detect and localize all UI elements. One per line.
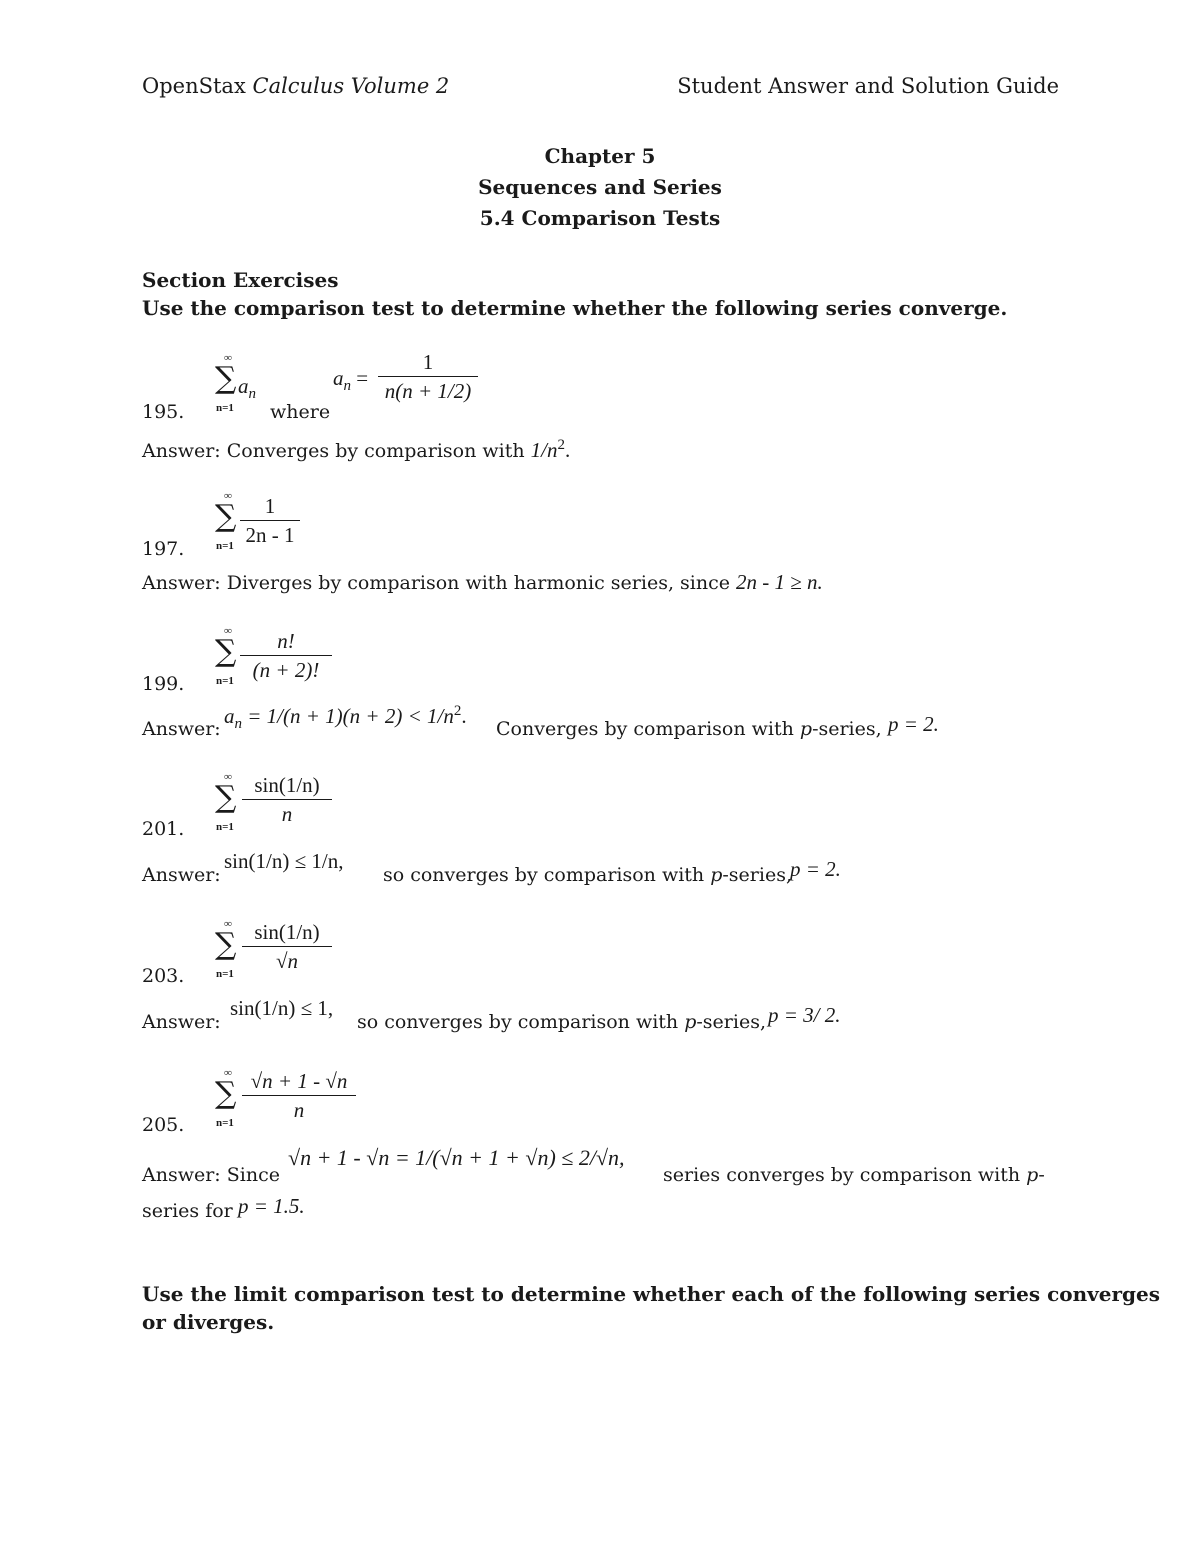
where-label: where [270, 401, 331, 423]
fraction-numerator: 1 [264, 494, 276, 518]
summation-symbol: ∑ [215, 1076, 237, 1111]
p-value: p = 3/ 2. [768, 1003, 841, 1027]
sum-upper-limit: ∞ [224, 918, 232, 930]
sum-upper-limit: ∞ [224, 490, 232, 502]
summation-symbol: ∑ [215, 361, 237, 396]
fraction-bar [242, 1095, 356, 1096]
fraction-denominator: n [281, 802, 293, 826]
sum-lower-limit: n=1 [216, 402, 234, 414]
section-exercises-heading: Section Exercises [142, 268, 339, 292]
section-exercises-instruction: Use the comparison test to determine whether the following series converge. [142, 296, 1008, 320]
exercise-number: 195. [142, 401, 185, 423]
limit-comparison-instruction-continued: or diverges. [142, 1310, 275, 1334]
sum-lower-limit: n=1 [216, 675, 234, 687]
fraction-bar [240, 520, 300, 521]
book-title: Calculus Volume 2 [252, 74, 450, 98]
answer-continuation: series for [142, 1200, 233, 1222]
term-fraction [378, 350, 478, 403]
answer-math: sin(1/n) ≤ 1/n, [224, 849, 344, 873]
answer-math: 2n - 1 ≥ n. [736, 570, 823, 594]
fraction-bar [240, 655, 332, 656]
summation-symbol: ∑ [215, 780, 237, 815]
sum-upper-limit: ∞ [224, 625, 232, 637]
publisher-name: OpenStax [142, 74, 246, 98]
sum-upper-limit: ∞ [224, 771, 232, 783]
fraction-denominator: √n [275, 949, 299, 973]
fraction-denominator: n [293, 1098, 305, 1122]
answer-label: Answer: Since [142, 1164, 280, 1186]
sum-lower-limit: n=1 [216, 1117, 234, 1129]
chapter-name: Sequences and Series [478, 175, 722, 199]
fraction-denominator: (n + 2)! [252, 658, 320, 682]
summation-symbol: ∑ [215, 927, 237, 962]
term-fraction [242, 773, 332, 826]
answer-text: Answer: Converges by comparison with [142, 440, 525, 462]
fraction-bar [242, 946, 332, 947]
answer-text: series converges by comparison with p- [663, 1164, 1045, 1186]
sum-upper-limit: ∞ [224, 352, 232, 364]
answer-line [142, 570, 823, 595]
answer-text: Answer: Diverges by comparison with harmonic series, since [142, 572, 730, 594]
answer-math: $a_n = 1/(n + 1)(n + 2) < 1/n^2$. [224, 703, 467, 733]
summation-symbol: ∑ [215, 499, 237, 534]
answer-math: $1/n^2$. [530, 437, 571, 462]
exercise-number: 197. [142, 538, 185, 560]
exercise-number: 205. [142, 1114, 185, 1136]
term-fraction [240, 494, 300, 547]
sum-lower-limit: n=1 [216, 821, 234, 833]
answer-label: Answer: [142, 718, 221, 740]
exercise-number: 201. [142, 818, 185, 840]
sum-upper-limit: ∞ [224, 1067, 232, 1079]
fraction-denominator: n(n + 1/2) [384, 379, 472, 403]
fraction-bar [242, 799, 332, 800]
sum-lower-limit: n=1 [216, 540, 234, 552]
term-fraction [240, 629, 332, 682]
fraction-numerator: sin(1/n) [254, 920, 320, 944]
chapter-number: Chapter 5 [544, 144, 656, 168]
summation-symbol: ∑ [215, 634, 237, 669]
fraction-numerator: √n + 1 - √n [250, 1069, 348, 1093]
answer-text: Converges by comparison with p-series, [496, 718, 882, 740]
exercise-number: 199. [142, 673, 185, 695]
fraction-numerator: 1 [422, 350, 434, 374]
series-term: $a_n$ [238, 374, 256, 403]
answer-label: Answer: [142, 1011, 221, 1033]
fraction-denominator: 2n - 1 [245, 523, 295, 547]
answer-text: so converges by comparison with p-series, [357, 1011, 766, 1033]
limit-comparison-instruction: Use the limit comparison test to determine whether each of the following series converges [142, 1282, 1161, 1306]
answer-math: sin(1/n) ≤ 1, [230, 996, 334, 1020]
fraction-bar [378, 376, 478, 377]
fraction-numerator: sin(1/n) [254, 773, 320, 797]
term-definition-lhs: $a_n$ = [333, 366, 369, 395]
p-value: p = 2. [888, 712, 939, 736]
fraction-numerator: n! [277, 629, 295, 653]
exercise-number: 203. [142, 965, 185, 987]
answer-text: so converges by comparison with p-series, [383, 864, 792, 886]
term-fraction [242, 1069, 356, 1122]
running-header-left [142, 74, 449, 98]
running-header-right: Student Answer and Solution Guide [677, 74, 1059, 98]
section-title: 5.4 Comparison Tests [479, 206, 721, 230]
sum-lower-limit: n=1 [216, 968, 234, 980]
answer-line [142, 437, 570, 463]
term-fraction [242, 920, 332, 973]
p-value: p = 1.5. [238, 1194, 305, 1218]
answer-math: √n + 1 - √n = 1/(√n + 1 + √n) ≤ 2/√n, [288, 1145, 625, 1170]
answer-label: Answer: [142, 864, 221, 886]
p-value: p = 2. [790, 857, 841, 881]
